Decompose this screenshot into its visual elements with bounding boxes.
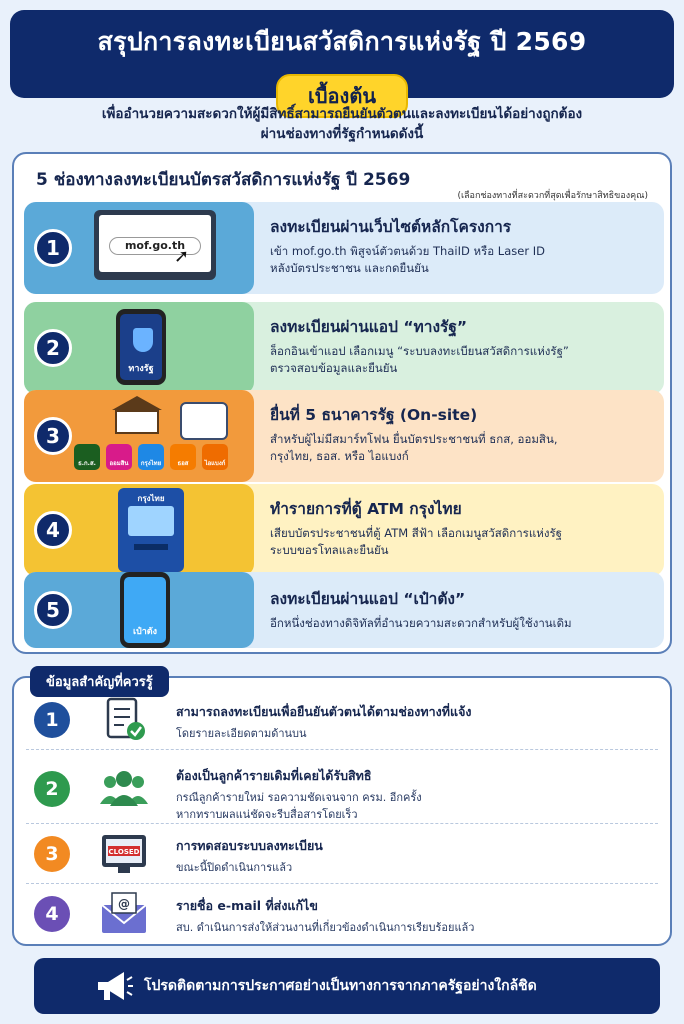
info-description: ขณะนี้ปิดดำเนินการแล้ว — [176, 861, 293, 874]
intro-line-2: ผ่านช่องทางที่รัฐกำหนดดังนี้ — [260, 126, 424, 142]
at-sign-label: @ — [118, 897, 130, 911]
info-number: 3 — [34, 836, 70, 872]
page-title: สรุปการลงทะเบียนสวัสดิการแห่งรัฐ ปี 2569 — [97, 27, 587, 56]
website-url-label: mof.go.th — [109, 237, 201, 255]
info-row-2 — [26, 754, 658, 824]
channel-description: สำหรับผู้ไม่มีสมาร์ทโฟน ยื่นบัตรประชาชนที่ ธกส, ออมสิน, กรุงไทย, ธอส. หรือ ไอแบงก์ — [270, 432, 558, 463]
footer-banner — [34, 958, 660, 1014]
atm-brand-label: กรุงไทย — [137, 494, 165, 503]
shield-icon — [133, 328, 153, 352]
channels-note: (เลือกช่องทางที่สะดวกที่สุดเพื่อรักษาสิทธิของคุณ) — [457, 191, 648, 201]
megaphone-icon — [94, 968, 134, 1004]
bank-logo-ibank: ไอแบงก์ — [202, 444, 228, 470]
important-info-panel — [12, 676, 672, 946]
info-row-1 — [26, 690, 658, 750]
tangrat-app-phone-icon — [116, 309, 166, 385]
channel-description: ล็อกอินเข้าแอป เลือกเมนู “ระบบลงทะเบียนสวัสดิการแห่งรัฐ” ตรวจสอบข้อมูลและยืนยัน — [270, 344, 569, 375]
closed-sign-icon — [96, 831, 152, 877]
channel-title: ยื่นที่ 5 ธนาคารรัฐ (On-site) — [270, 406, 478, 424]
channels-panel — [12, 152, 672, 654]
channel-title: ลงทะเบียนผ่านแอป “เป๋าตัง” — [270, 590, 466, 608]
channel-title: ลงทะเบียนผ่านเว็บไซต์หลักโครงการ — [270, 218, 512, 236]
info-number: 4 — [34, 896, 70, 932]
cursor-icon: ➚ — [174, 246, 190, 267]
info-description: กรณีลูกค้ารายใหม่ รอความชัดเจนจาก ครม. อีกครั้ง หากทราบผลแน่ชัดจะรีบสื่อสารโดยเร็ว — [176, 791, 422, 821]
channel-row-5 — [24, 572, 664, 648]
channel-number: 4 — [34, 511, 72, 549]
channel-icon-area — [24, 202, 254, 294]
channel-number: 3 — [34, 417, 72, 455]
channel-number: 1 — [34, 229, 72, 267]
info-title: รายชื่อ e-mail ที่ส่งแก้ไข — [176, 898, 318, 913]
channel-number: 2 — [34, 329, 72, 367]
intro-text — [0, 104, 684, 144]
channel-row-2 — [24, 302, 664, 394]
app-name-label: ทางรัฐ — [128, 364, 154, 374]
footer-text: โปรดติดตามการประกาศอย่างเป็นทางการจากภาครัฐอย่างใกล้ชิด — [144, 978, 537, 994]
page-subtitle-badge: เบื้องต้น — [276, 74, 408, 118]
channel-title: ลงทะเบียนผ่านแอป “ทางรัฐ” — [270, 318, 468, 336]
bank-building-icon — [112, 396, 162, 438]
channel-row-4 — [24, 484, 664, 576]
info-title: การทดสอบระบบลงทะเบียน — [176, 838, 323, 853]
info-number: 1 — [34, 702, 70, 738]
info-row-4 — [26, 884, 658, 944]
channel-icon-area — [24, 390, 254, 482]
paotang-app-phone-icon — [120, 572, 170, 648]
customers-group-icon — [96, 766, 152, 812]
channel-row-3 — [24, 390, 664, 482]
intro-line-1: เพื่ออำนวยความสะดวกให้ผู้มีสิทธิ์สามารถยืนยันตัวตนและลงทะเบียนได้อย่างถูกต้อง — [101, 106, 583, 122]
bank-logo-gsb: ออมสิน — [106, 444, 132, 470]
channel-icon-area — [24, 484, 254, 576]
app-name-label: เป๋าตัง — [132, 627, 158, 637]
channel-title: ทำรายการที่ตู้ ATM กรุงไทย — [270, 500, 462, 518]
channel-description: เข้า mof.go.th พิสูจน์ตัวตนด้วย ThaiID หรือ Laser ID หลังบัตรประชาชน และกดยืนยัน — [270, 244, 545, 275]
bank-logo-ghb: ธอส — [170, 444, 196, 470]
header-banner — [10, 10, 674, 108]
computer-monitor-icon — [94, 210, 216, 280]
bank-logo-baac: ธ.ก.ส. — [74, 444, 100, 470]
channel-row-1 — [24, 202, 664, 294]
info-title: ต้องเป็นลูกค้ารายเดิมที่เคยได้รับสิทธิ — [176, 768, 372, 783]
channel-description: เสียบบัตรประชาชนที่ตู้ ATM สีฟ้า เลือกเมนูสวัสดิการแห่งรัฐ ระบบขอรโทลและยืนยัน — [270, 526, 562, 557]
info-row-3 — [26, 824, 658, 884]
channel-number: 5 — [34, 591, 72, 629]
bank-logo-ktb: กรุงไทย — [138, 444, 164, 470]
atm-machine-icon — [118, 488, 184, 572]
bank-logos — [74, 444, 228, 470]
info-description: สบ. ดำเนินการส่งให้ส่วนงานที่เกี่ยวข้องดำเนินการเรียบร้อยแล้ว — [176, 921, 475, 934]
info-number: 2 — [34, 771, 70, 807]
channels-title: 5 ช่องทางลงทะเบียนบัตรสวัสดิการแห่งรัฐ ปี 2569 — [36, 170, 411, 190]
bank-officer-icon — [180, 402, 228, 440]
channel-icon-area — [24, 572, 254, 648]
closed-sign-label: CLOSED — [108, 847, 140, 856]
info-title: สามารถลงทะเบียนเพื่อยืนยันตัวตนได้ตามช่องทางที่แจ้ง — [176, 704, 472, 719]
info-panel-tab: ข้อมูลสำคัญที่ควรรู้ — [30, 666, 169, 697]
email-envelope-icon — [96, 891, 152, 937]
checklist-icon — [96, 697, 152, 743]
info-description: โดยรายละเอียดตามด้านบน — [176, 727, 307, 740]
channel-description: อีกหนึ่งช่องทางดิจิทัลที่อำนวยความสะดวกสำหรับผู้ใช้งานเดิม — [270, 616, 572, 630]
channel-icon-area — [24, 302, 254, 394]
